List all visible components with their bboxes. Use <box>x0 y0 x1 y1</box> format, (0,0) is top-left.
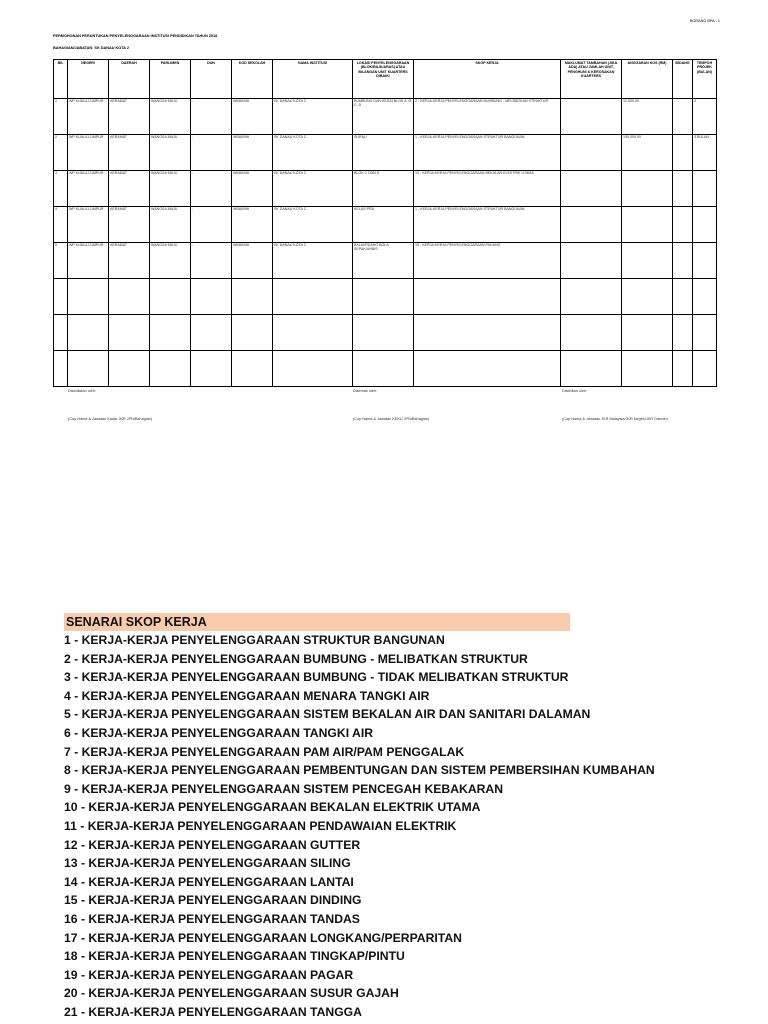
table-cell: 1 - KERJA-KERJA PENYELENGGARAAN STRUKTUR BANGUNAN <box>414 207 561 243</box>
table-cell <box>68 279 109 315</box>
scope-list-item: 6 - KERJA-KERJA PENYELENGGARAAN TANGKI AIR <box>64 725 374 740</box>
table-header-row <box>54 60 717 99</box>
scope-list-item: 4 - KERJA-KERJA PENYELENGGARAAN MENARA TANGKI AIR <box>64 688 430 703</box>
table-cell <box>693 207 717 243</box>
table-cell <box>622 351 673 387</box>
approved-by-stamp: (Cop Nama & Jawatan JKR Malaysia/JKR Negeri/JKR Daerah) <box>562 417 668 421</box>
table-cell <box>622 243 673 279</box>
table-row <box>54 135 717 171</box>
table-cell <box>150 351 191 387</box>
table-cell <box>353 351 414 387</box>
table-cell: BLOK C DAN D <box>353 171 414 207</box>
table-cell: WP KUALA LUMPUR <box>68 207 109 243</box>
scope-list-header: SENARAI SKOP KERJA <box>64 613 570 631</box>
table-cell: WANGSA MAJU <box>150 243 191 279</box>
table-cell <box>191 351 232 387</box>
table-cell: 3 <box>693 99 717 135</box>
table-cell <box>673 99 693 135</box>
column-header: BIL <box>54 60 68 99</box>
checked-by-label: Disemak oleh: <box>353 389 378 393</box>
table-cell <box>561 351 622 387</box>
table-cell: WANGSA MAJU <box>150 135 191 171</box>
table-cell <box>68 315 109 351</box>
scope-list-item: 8 - KERJA-KERJA PENYELENGGARAAN PEMBENTUNGAN DAN SISTEM PEMBERSIHAN KUMBAHAN <box>64 763 655 778</box>
table-cell: BALAI/RUANG BOLA SEPAK/ANNIS <box>353 243 414 279</box>
column-header: NAMA INSTITUSI <box>273 60 353 99</box>
scope-list-item: 16 - KERJA-KERJA PENYELENGGARAAN TANDAS <box>64 911 360 926</box>
scope-list-section <box>64 613 655 1021</box>
scope-list-item: 14 - KERJA-KERJA PENYELENGGARAAN LANTAI <box>64 874 354 889</box>
table-cell <box>561 207 622 243</box>
scope-list-item: 3 - KERJA-KERJA PENYELENGGARAAN BUMBUNG - TIDAK MELIBATKAN STRUKTUR <box>64 670 569 685</box>
prepared-by-label: Disediakan oleh: <box>68 389 97 393</box>
table-cell: 2 <box>54 135 68 171</box>
table-cell: SK DANAU KOTA 2 <box>273 243 353 279</box>
table-cell <box>673 207 693 243</box>
table-cell: 12,500.00 <box>622 99 673 135</box>
table-cell: 10 - KERJA-KERJA PENYELENGGARAAN BEKALAN ELEKTRIK UTAMA <box>414 171 561 207</box>
scope-list-item: 11 - KERJA-KERJA PENYELENGGARAAN PENDAWAIAN ELEKTRIK <box>64 818 457 833</box>
scope-list-item: 13 - KERJA-KERJA PENYELENGGARAAN SILING <box>64 856 351 871</box>
table-cell <box>561 243 622 279</box>
table-cell: KELAS PRA <box>353 207 414 243</box>
scope-list-item: 20 - KERJA-KERJA PENYELENGGARAAN SUSUR GAJAH <box>64 986 399 1001</box>
column-header: TEMPOH PROJEK (BULAN) <box>693 60 717 99</box>
checked-by-stamp: (Cop Nama & Jawatan KEKU JPN/Bahagian) <box>353 417 430 421</box>
table-cell <box>622 279 673 315</box>
scope-list-item: 15 - KERJA-KERJA PENYELENGGARAAN DINDING <box>64 893 362 908</box>
table-cell: 4 <box>54 207 68 243</box>
scope-list-item: 17 - KERJA-KERJA PENYELENGGARAAN LONGKANG/PERPARITAN <box>64 930 462 945</box>
scope-list-item: 2 - KERJA-KERJA PENYELENGGARAAN BUMBUNG - MELIBATKAN STRUKTUR <box>64 651 528 666</box>
table-cell <box>414 279 561 315</box>
table-cell: 1 - KERJA-KERJA PENYELENGGARAAN STRUKTUR BANGUNAN <box>414 135 561 171</box>
scope-list-item: 18 - KERJA-KERJA PENYELENGGARAAN TINGKAP/PINTU <box>64 949 405 964</box>
table-cell <box>622 207 673 243</box>
table-row <box>54 99 717 135</box>
column-header: ANGGARAN KOS (RM) <box>622 60 673 99</box>
table-row <box>54 315 717 351</box>
table-cell <box>150 279 191 315</box>
table-cell <box>414 351 561 387</box>
table-cell <box>109 279 150 315</box>
table-cell: 15 - KERJA-KERJA PENYELENGGARAAN PADANG <box>414 243 561 279</box>
table-cell <box>673 315 693 351</box>
table-cell: 1 <box>54 99 68 135</box>
table-row <box>54 279 717 315</box>
table-cell: SK DANAU KOTA 2 <box>273 207 353 243</box>
table-cell <box>191 315 232 351</box>
table-cell <box>191 279 232 315</box>
table-cell <box>273 279 353 315</box>
table-cell <box>54 315 68 351</box>
table-cell: WP KUALA LUMPUR <box>68 99 109 135</box>
prepared-by-stamp: (Cop Nama & Jawatan Kadar JKR JPN/Bahagian) <box>68 417 153 421</box>
scope-list-item: 7 - KERJA-KERJA PENYELENGGARAAN PAM AIR/PAM PENGGALAK <box>64 744 465 759</box>
table-cell: WP KUALA LUMPUR <box>68 243 109 279</box>
table-cell: SK DANAU KOTA 2 <box>273 99 353 135</box>
table-cell <box>693 243 717 279</box>
table-cell <box>693 315 717 351</box>
table-cell: KERAMAT <box>109 135 150 171</box>
table-cell: - <box>191 135 232 171</box>
scope-list-item: 19 - KERJA-KERJA PENYELENGGARAAN PAGAR <box>64 967 354 982</box>
scope-list-item: 9 - KERJA-KERJA PENYELENGGARAAN SISTEM PENCEGAH KEBAKARAN <box>64 781 504 796</box>
scope-list <box>64 631 655 1021</box>
table-cell <box>673 171 693 207</box>
table-cell <box>561 99 622 135</box>
table-cell: - <box>191 99 232 135</box>
column-header: LOKASI PENYELENGGARAAN (BLOK/BILIK/ARAS) ATAU BILANGAN UNIT KUARTERS DIBAIKI <box>353 60 414 99</box>
scope-list-item: 5 - KERJA-KERJA PENYELENGGARAAN SISTEM BEKALAN AIR DAN SANITARI DALAMAN <box>64 707 591 722</box>
table-cell: WP KUALA LUMPUR <box>68 135 109 171</box>
table-cell <box>54 351 68 387</box>
scope-list-item: 10 - KERJA-KERJA PENYELENGGARAAN BEKALAN ELEKTRIK UTAMA <box>64 800 481 815</box>
table-cell <box>68 351 109 387</box>
table-row <box>54 207 717 243</box>
table-cell: WBA0096 <box>232 207 273 243</box>
table-cell <box>693 279 717 315</box>
approved-by-label: Disahkan oleh: <box>562 389 588 393</box>
table-cell: - <box>191 243 232 279</box>
table-cell: WANGSA MAJU <box>150 207 191 243</box>
document-title: PERMOHONAN PERUNTUKAN PENYELENGGARAAN INSTITUSI PENDIDIKAN TAHUN 2018 <box>53 34 218 38</box>
table-cell: WBA0096 <box>232 243 273 279</box>
table-cell: SK DANAU KOTA 2 <box>273 135 353 171</box>
table-cell: WANGSA MAJU <box>150 171 191 207</box>
table-cell <box>673 279 693 315</box>
table-cell: KERAMAT <box>109 171 150 207</box>
column-header: KOD SEKOLAH <box>232 60 273 99</box>
scope-list-item: 12 - KERJA-KERJA PENYELENGGARAAN GUTTER <box>64 837 361 852</box>
table-cell <box>622 315 673 351</box>
scope-list-item: 1 - KERJA-KERJA PENYELENGGARAAN STRUKTUR BANGUNAN <box>64 633 445 647</box>
table-cell <box>622 171 673 207</box>
table-cell <box>561 279 622 315</box>
table-cell: WP KUALA LUMPUR <box>68 171 109 207</box>
table-cell <box>150 315 191 351</box>
table-cell <box>273 351 353 387</box>
table-cell: BUMBUNG DAN KEDAI BLOK A, B, C, D <box>353 99 414 135</box>
table-cell: WBA0096 <box>232 99 273 135</box>
table-cell: 3 <box>54 171 68 207</box>
table-cell <box>561 315 622 351</box>
column-header: DUN <box>191 60 232 99</box>
table-cell <box>353 279 414 315</box>
table-cell <box>109 315 150 351</box>
column-header: BIDANG <box>673 60 693 99</box>
table-cell: 150,000.00 <box>622 135 673 171</box>
table-cell: WBA0096 <box>232 171 273 207</box>
table-cell: 3 BULAN <box>693 135 717 171</box>
table-cell: KERAMAT <box>109 243 150 279</box>
table-cell <box>561 171 622 207</box>
table-cell <box>273 315 353 351</box>
table-cell <box>673 135 693 171</box>
column-header: NEGERI <box>68 60 109 99</box>
table-cell <box>673 351 693 387</box>
maintenance-request-table <box>53 59 717 387</box>
table-cell: SK DANAU KOTA 2 <box>273 171 353 207</box>
document-subtitle: BAHAGIAN/JABATAN: SK DANAU KOTA 2 <box>53 46 130 50</box>
table-cell <box>561 135 622 171</box>
table-cell <box>54 279 68 315</box>
table-cell: WBA0096 <box>232 135 273 171</box>
table-cell <box>232 279 273 315</box>
table-cell <box>232 315 273 351</box>
table-row <box>54 171 717 207</box>
table-cell <box>232 351 273 387</box>
table-cell <box>414 315 561 351</box>
table-cell: 2 - KERJA-KERJA PENYELENGGARAAN BUMBUNG - MELIBATKAN STRUKTUR <box>414 99 561 135</box>
column-header: SKOP KERJA <box>414 60 561 99</box>
table-row <box>54 243 717 279</box>
table-cell <box>353 315 414 351</box>
table-cell <box>693 171 717 207</box>
table-cell <box>693 351 717 387</box>
scope-list-item: 21 - KERJA-KERJA PENYELENGGARAAN TANGGA <box>64 1004 362 1019</box>
table-cell: SURAU <box>353 135 414 171</box>
column-header: PARLIMEN <box>150 60 191 99</box>
table-cell: KERAMAT <box>109 207 150 243</box>
table-row <box>54 351 717 387</box>
table-cell: - <box>191 207 232 243</box>
column-header: DAERAH <box>109 60 150 99</box>
table-cell: WANGSA MAJU <box>150 99 191 135</box>
table-cell: - <box>191 171 232 207</box>
table-cell <box>109 351 150 387</box>
table-cell <box>673 243 693 279</box>
column-header: MAKLUMAT TAMBAHAN (JIKA ADA) ATAU JUMLAH UNIT, PENGHUNI & KEROSAKAN KUARTERS <box>561 60 622 99</box>
table-cell: KERAMAT <box>109 99 150 135</box>
table-cell: 5 <box>54 243 68 279</box>
form-code: BORANG BPA - 1 <box>689 19 720 23</box>
